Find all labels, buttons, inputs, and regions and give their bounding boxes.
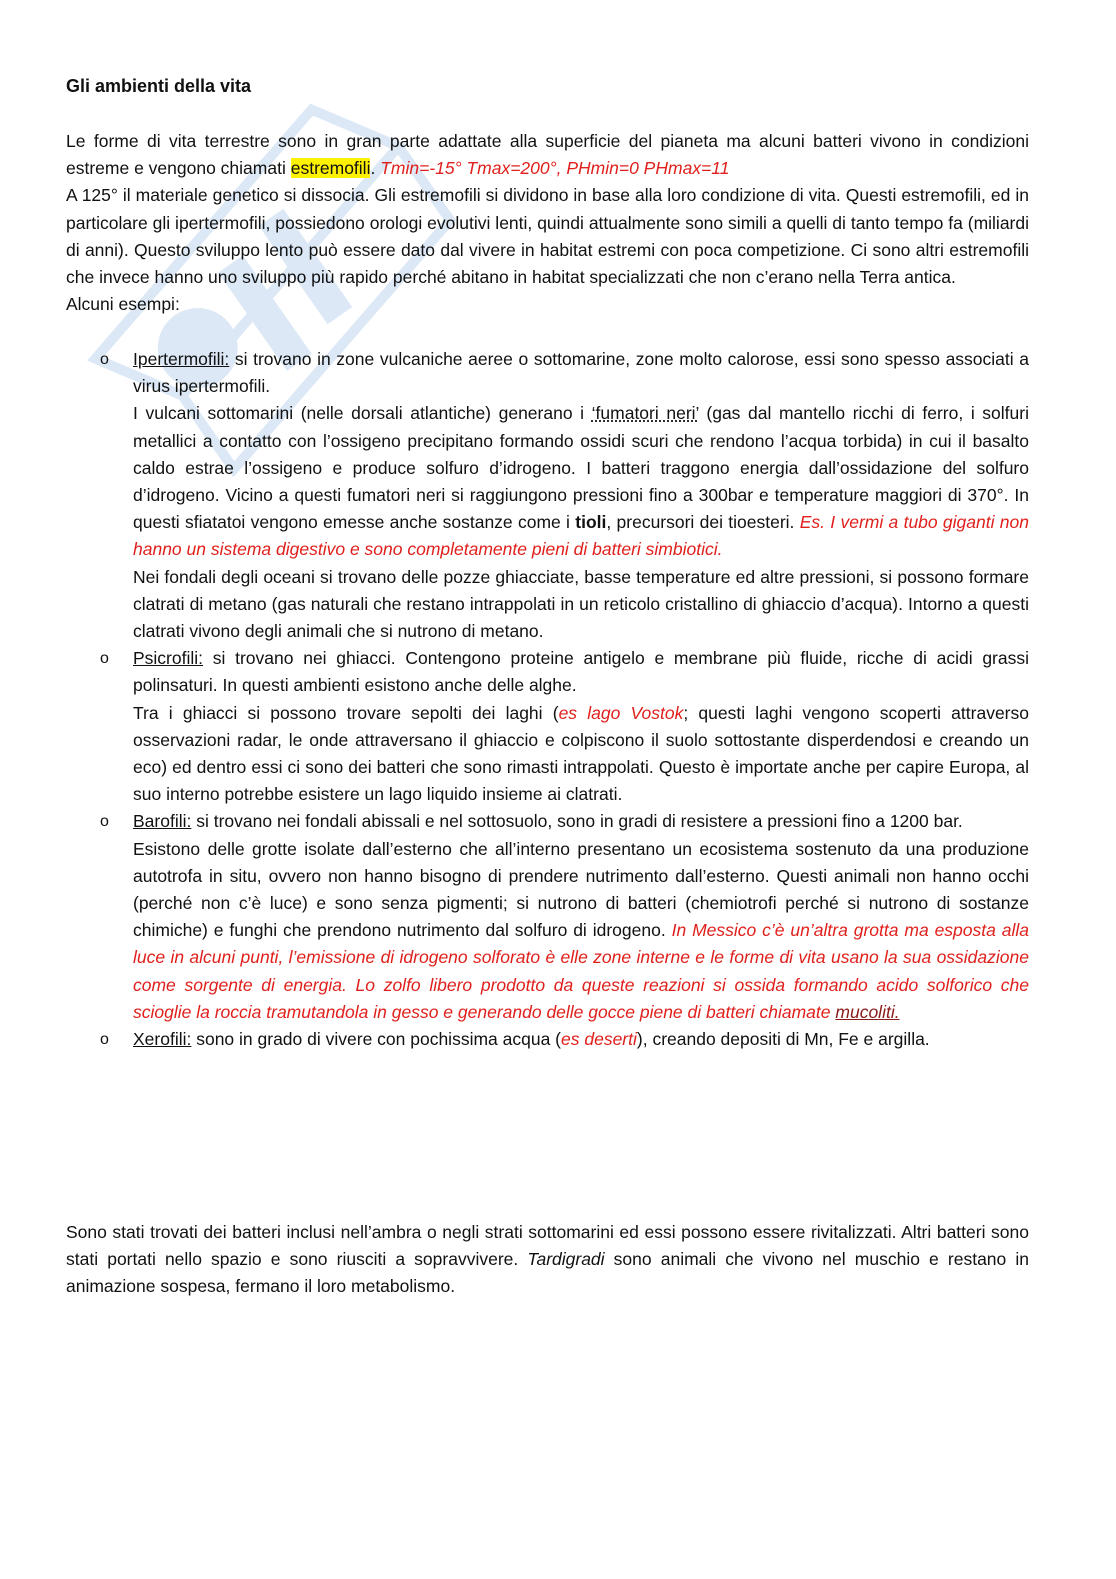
intro-text-2: A 125° il materiale genetico si dissocia. Gli estremofili si dividono in base alla loro condizione di vita. Questi estremofili, ed in particolare gli ipertermofili, possiedono orologi evolutivi lenti, quindi attualmente sono simili a quelli di tanto tempo fa (miliardi di anni). Questo sviluppo lento può essere dato dal vivere in habitat estremi con poca competizione. Ci sono altri estremofili che invece hanno uno sviluppo più rapido perché abitano in habitat specializzati che non c’erano nella Terra antica. — [66, 185, 1029, 288]
examples-heading: Alcuni esempi: — [66, 294, 180, 315]
list-item-barofili: o Barofili: si trovano nei fondali abissali e nel sottosuolo, sono in gradi di resistere a pressioni fino a 1200 bar. Esistono delle grotte isolate dall’esterno che all’interno presentano un ecosistema sostenuto da una produzione autotrofa in situ, ovvero non hanno bisogno di prendere nutrimento dall’esterno. Questi animali non hanno occhi (perché non c’è luce) e sono senza pigmenti; si nutrono di batteri (chemiotrofi perché si nutrono di sostanze chimiche) e funghi che prendono nutrimento dal solfuro di idrogeno. In Messico c’è un’altra grotta ma esposta alla luce in alcuni punti, l’emissione di idrogeno solforato è elle zone interne e le forme di vita usano la sua ossidazione come sorgente di energia. Lo zolfo libero prodotto da queste reazioni si ossida formando acido solforico che scioglie la roccia tramutandola in gesso e generando delle gocce piene di batteri chiamate mucoliti. — [66, 808, 1029, 1026]
list-item-xerofili: o Xerofili: sono in grado di vivere con pochissima acqua (es deserti), creando depositi di Mn, Fe e argilla. — [66, 1026, 1029, 1053]
example-note: Es. I vermi a tubo giganti non hanno un sistema digestivo e sono completamente pieni di batteri simbiotici. — [133, 512, 1030, 560]
closing-paragraph: Sono stati trovati dei batteri inclusi nell’ambra o negli strati sottomarini ed essi possono essere rivitalizzati. Altri batteri sono stati portati nello spazio e sono riusciti a sopravvivere. Tardigradi sono animali che vivono nel muschio e restano in animazione sospesa, fermano il loro metabolismo. — [66, 1222, 1029, 1297]
list-item-psicrofili: o Psicrofili: si trovano nei ghiacci. Contengono proteine antigelo e membrane più fluide, ricche di acidi grassi polinsaturi. In questi ambienti esistono anche delle alghe. Tra i ghiacci si possono trovare sepolti dei laghi (es lago Vostok; questi laghi vengono scoperti attraverso osservazioni radar, le onde attraversano il ghiaccio e colpiscono il suolo sottostante disperdendosi e creando un eco) ed dentro essi ci sono dei batteri che sono rimasti intrappolati. Questo è importate anche per capire Europa, al suo interno potrebbe esistere un lago liquido insieme ai clatrati. — [66, 645, 1029, 808]
term-mucoliti: mucoliti. — [835, 1001, 900, 1022]
page-title: Gli ambienti della vita — [66, 76, 252, 96]
bullet-icon: o — [100, 813, 109, 831]
ranges-note: Tmin=-15° Tmax=200°, PHmin=0 PHmax=11 — [380, 158, 730, 179]
example-note: In Messico c’è un’altra grotta ma esposta alla luce in alcuni punti, l’emissione di idrogeno solforato è elle zone interne e le forme di vita usano la sua ossidazione come sorgente di energia. Lo zolfo libero prodotto da queste reazioni si ossida formando acido solforico che scioglie la roccia tramutandola in gesso e generando delle gocce piene di batteri chiamate mucoliti. — [133, 920, 1030, 1022]
example-note: es lago Vostok — [558, 702, 684, 723]
term-label: Psicrofili: — [133, 648, 204, 669]
term-tardigradi: Tardigradi — [527, 1249, 605, 1270]
term-tioli: tioli — [575, 512, 607, 533]
example-note: es deserti — [561, 1029, 637, 1050]
bullet-icon: o — [100, 351, 109, 368]
intro-paragraph: Le forme di vita terrestre sono in gran parte adattate alla superficie del pianeta ma alcuni batteri vivono in condizioni estreme e vengono chiamati estremofili. Tmin=-15° Tmax=200°, PHmin=0 PHmax=11 A 125° il materiale genetico si dissocia. Gli estremofili si dividono in base alla loro condizione di vita. Questi estremofili, ed in particolare gli ipertermofili, possiedono orologi evolutivi lenti, quindi attualmente sono simili a quelli di tanto tempo fa (miliardi di anni). Questo sviluppo lento può essere dato dal vivere in habitat estremi con poca competizione. Ci sono altri estremofili che invece hanno uno sviluppo più rapido perché abitano in habitat specializzati che non c’erano nella Terra antica. Alcuni esempi: — [66, 131, 1029, 315]
term-label: Ipertermofili: — [133, 349, 230, 369]
highlighted-term: estremofili — [290, 158, 371, 179]
bullet-icon: o — [100, 1031, 109, 1049]
examples-list — [66, 346, 1029, 1053]
term-label: Barofili: — [133, 811, 192, 832]
intro-text: Le forme di vita terrestre sono in gran parte adattate alla superficie del pianeta ma alcuni batteri vivono in condizioni estreme e vengono chiamati — [66, 131, 1029, 179]
list-item-ipertermofili: o Ipertermofili: si trovano in zone vulcaniche aeree o sottomarine, zone molto calorose, essi sono spesso associati a virus ipertermofili. I vulcani sottomarini (nelle dorsali atlantiche) generano i ‘fumatori neri’ (gas dal mantello ricchi di ferro, i solfuri metallici a contatto con l’ossigeno precipitano formando ossidi scuri che rendono l’acqua torbida) in cui il basalto caldo estrae l’ossigeno e produce solfuro d’idrogeno. I batteri traggono energia dall’ossidazione del solfuro d’idrogeno. Vicino a questi fumatori neri si raggiungono pressioni fino a 300bar e temperature maggiori di 370°. In questi sfiatatoi vengono emesse anche sostanze come i tioli, precursori dei tioesteri. Es. I vermi a tubo giganti non hanno un sistema digestivo e sono completamente pieni di batteri simbiotici. Nei fondali degli oceani si trovano delle pozze ghiacciate, basse temperature ed altre pressioni, si possono formare clatrati di metano (gas naturali che restano intrappolati in un reticolo cristallino di ghiaccio d’acqua). Intorno a questi clatrati vivono degli animali che si nutrono di metano. — [66, 346, 1029, 645]
term-label: Xerofili: — [133, 1029, 192, 1050]
term-fumatori: ‘fumatori neri’ — [591, 403, 699, 424]
bullet-icon: o — [100, 650, 109, 668]
